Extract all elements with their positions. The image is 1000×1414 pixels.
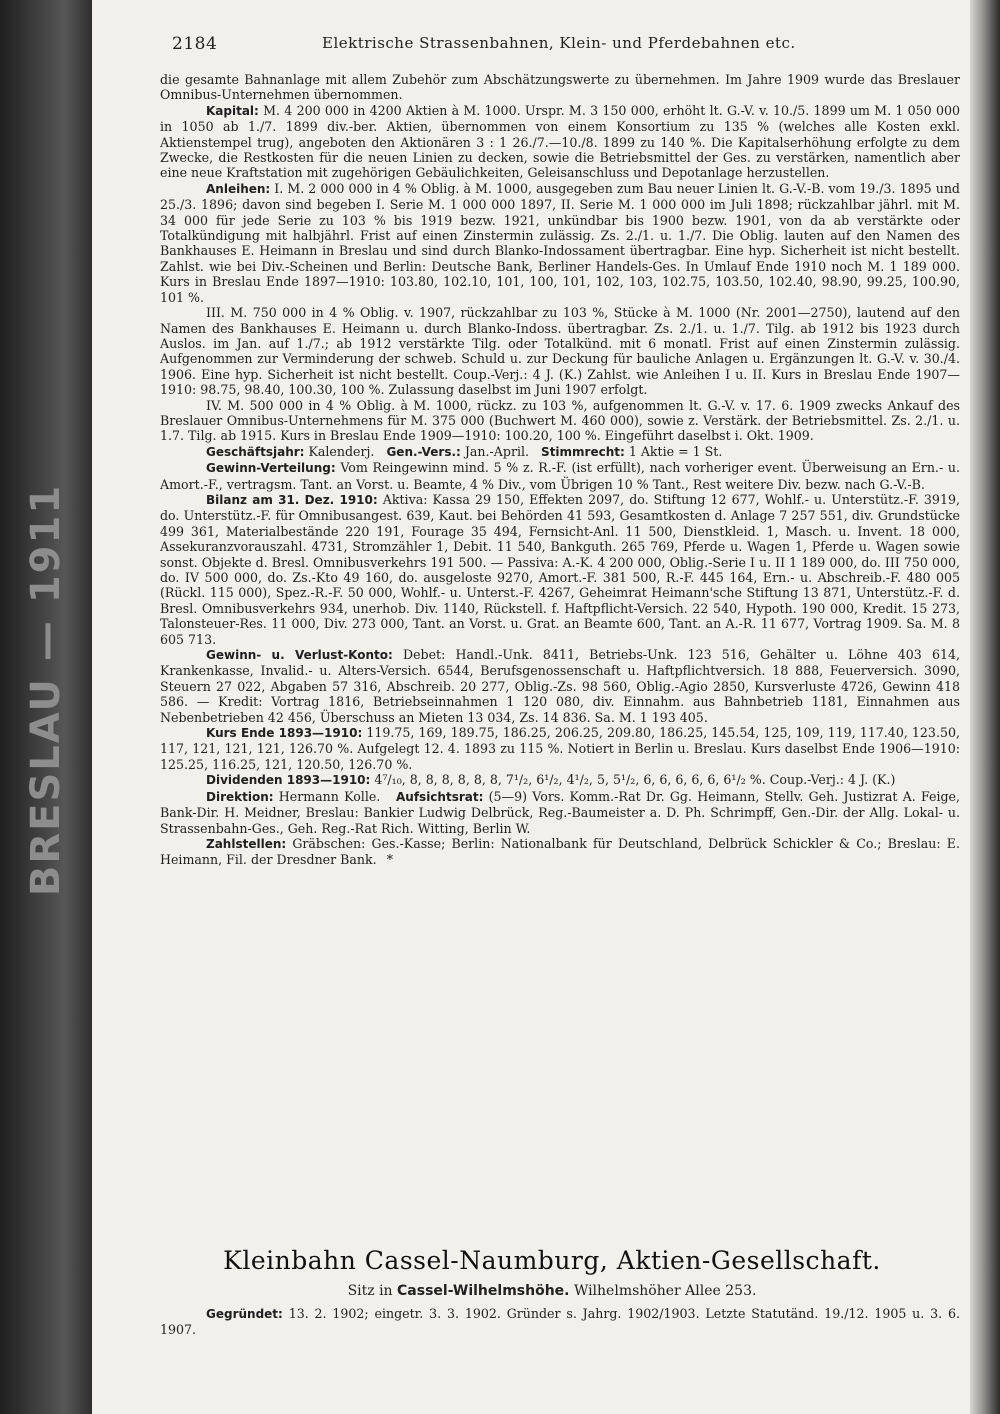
text-gen-vers: Jan.-April. [464,443,530,459]
text-dividenden: 4⁷/₁₀, 8, 8, 8, 8, 8, 8, 7¹/₂, 6¹/₂, 4¹/₂, 5, 5¹/₂, 6, 6, 6, 6, 6, 6¹/₂ %. Coup.-Verj.: 4 J. (K.) [374,772,896,788]
label-gewinn-verteilung: Gewinn-Verteilung: [206,461,336,476]
text-bilanz: Aktiva: Kassa 29 150, Effekten 2097, do. Stiftung 12 677, Wohlf.- u. Unterstütz.-F. 3919, do. Unterstütz.-F. für Omnibusangest. 639, Kaut. bei Behörden 41 593, Gesamtkosten d. Anlage 7 257 551, div. Grundstücke 499 361, Materialbestände 220 191, Fourage 35 494, Fernsicht-Anl. 11 500, Dienstkleid. 1, Masch. u. Invent. 18 000, Assekuranzvorauszahl. 4731, Stromzähler 1, Debit. 11 540, Bankguth. 265 769, Pferde u. Wagen 1, Pferde u. Wagen sowie sonst. Objekte d. Bresl. Omnibusverkehrs 191 500. — Passiva: A.-K. 4 200 000, Oblig.-Serie I u. II 1 189 000, do. III 750 000, do. IV 500 000, do. Zs.-Kto 49 160, do. ausgeloste 9270, Amort.-F. 381 500, R.-F. 445 164, Ern.- u. Abschreib.-F. 480 005 (Rückl. 115 000), Spez.-R.-F. 50 000, Wohlf.- u. Unterst.-F. 4267, Geheimrat Heimann'sche Stiftung 13 871, Unterstütz.-F. d. Bresl. Omnibusverkehrs 934, unerhob. Div. 1140, Rückstell. f. Haftpflicht-Versich. 22 540, Hypoth. 190 000, Kredit. 15 273, Talonsteuer-Res. 11 000, Div. 273 000, Tant. an Vorst. u. Grat. an Beamte 600, Tant. an A.-R. 11 677, Vortrag 1909. Sa. M. 8 605 713. [160,491,960,647]
text-direktion: Hermann Kolle. [278,788,381,804]
paragraph-zahlstellen [160,836,960,868]
paragraph-geschaeftsjahr [160,444,960,460]
paragraph-kapital [160,103,960,181]
paragraph-direktion [160,789,960,836]
spine-label: BRESLAU — 1911 [23,483,69,897]
label-bilanz: Bilanz am 31. Dez. 1910: [206,492,378,507]
paragraph-gewinn-verlust [160,647,960,725]
sitz-address: Wilhelmshöher Allee 253. [573,1283,757,1299]
sitz-place: Cassel-Wilhelmshöhe. [397,1283,570,1299]
paragraph-gegruendet [160,1306,960,1338]
section-title: Kleinbahn Cassel-Naumburg, Aktien-Gesellschaft. [223,1246,881,1275]
paragraph-kurs [160,725,960,772]
body-text [160,72,960,868]
paragraph-bilanz [160,492,960,647]
end-star: * [386,852,393,868]
label-kurs: Kurs Ende 1893—1910: [206,726,363,741]
label-aufsichtsrat: Aufsichtsrat: [396,789,484,804]
text-kapital: M. 4 200 000 in 4200 Aktien à M. 1000. Urspr. M. 3 150 000, erhöht lt. G.-V. v. 10./5. 1899 um M. 1 050 000 in 1050 ab 1./7. 1899 div.-ber. Aktien, übernommen von einem Konsortium zu 135 % (welches alle Kosten exkl. Aktienstempel trug), angeboten den Aktionären 3 : 1 26./7.—10./8. 1899 zu 140 %. Die Kapitalserhöhung erfolgte zu dem Zwecke, die Restkosten für die neuen Linien zu decken, sowie die Betriebsmittel der Ges. zu verstärken, namentlich aber eine neue Kraftstation mit zugehörigen Gebäulichkeiten, Geleisanschluss und Depotanlage herzustellen. [160,102,960,181]
document-page [92,0,970,1414]
label-direktion: Direktion: [206,789,274,804]
paragraph-dividenden [160,772,960,788]
page-edge-shadow [970,0,1000,1414]
label-dividenden: Dividenden 1893—1910: [206,773,371,788]
text-anleihen: I. M. 2 000 000 in 4 % Oblig. à M. 1000, ausgegeben zum Bau neuer Linien lt. G.-V.-B. vom 19./3. 1895 und 25./3. 1896; davon sind begeben I. Serie M. 1 000 000 1897, II. Serie M. 1 000 000 im Juli 1898; rückzahlbar jährl. mit M. 34 000 für jede Serie zu 103 % bis 1919 bezw. 1921, unkündbar bis 1900 bezw. 1901, von da ab verstärkte oder Totalkündigung mit halbjährl. Frist auf einen Zinstermin zulässig. Zs. 2./1. u. 1./7. Die Oblig. lauten auf den Namen des Bankhauses E. Heimann in Breslau und sind durch Blanko-Indossament übertragbar. Eine hyp. Sicherheit ist nicht bestellt. Zahlst. wie bei Div.-Scheinen und Berlin: Deutsche Bank, Berliner Handels-Ges. In Umlauf Ende 1910 noch M. 1 189 000. Kurs in Breslau Ende 1897—1910: 103.80, 102.10, 101, 100, 101, 102, 103, 102.75, 103.50, 102.40, 98.90, 99.25, 100.90, 101 %. [160,180,960,305]
paragraph-anleihe-iii: III. M. 750 000 in 4 % Oblig. v. 1907, rückzahlbar zu 103 %, Stücke à M. 1000 (Nr. 2001—2750), lautend auf den Namen des Bankhauses E. Heimann u. durch Blanko-Indoss. übertragbar. Zs. 2./1. u. 1./7. Tilg. ab 1912 bis 1923 durch Auslos. im Jan. auf 1./7.; ab 1912 verstärkte Tilg. oder Totalkünd. mit 6 monatl. Frist auf einen Zinstermin zulässig. Aufgenommen zur Verminderung der schweb. Schuld u. zur Deckung für bauliche Anlagen u. Ergänzungen lt. G.-V. v. 30./4. 1906. Eine hyp. Sicherheit ist nicht bestellt. Coup.-Verj.: 4 J. (K.) Zahlst. wie Anleihen I u. II. Kurs in Breslau Ende 1907—1910: 98.75, 98.40, 100.30, 100 %. Zulassung daselbst im Juni 1907 erfolgt. [160,305,960,398]
label-gen-vers: Gen.-Vers.: [386,444,461,459]
page-number: 2184 [172,34,218,54]
label-gegruendet: Gegründet: [206,1307,283,1321]
text-gegruendet: 13. 2. 1902; eingetr. 3. 3. 1902. Gründer s. Jahrg. 1902/1903. Letzte Statutänd. 19./12. 1905 u. 3. 6. 1907. [160,1306,960,1338]
paragraph-gewinn-verteilung [160,460,960,492]
label-geschaeftsjahr: Geschäftsjahr: [206,444,305,459]
label-gewinn-verlust: Gewinn- u. Verlust-Konto: [206,648,393,663]
paragraph-anleihe-iv: IV. M. 500 000 in 4 % Oblig. à M. 1000, rückz. zu 103 %, aufgenommen lt. G.-V. v. 17. 6. 1909 zwecks Ankauf des Breslauer Omnibus-Unternehmens für M. 375 000 (Buchwert M. 460 000), sowie z. Verstärk. der Betriebsmittel. Zs. 2./1. u. 1.7. Tilg. ab 1915. Kurs in Breslau Ende 1909—1910: 100.20, 100 %. Eingeführt daselbst i. Okt. 1909. [160,397,960,444]
paragraph-anleihen [160,181,960,305]
text-aufsichtsrat: (5—9) Vors. Komm.-Rat Dr. Gg. Heimann, Stellv. Geh. Justizrat A. Feige, Bank-Dir. H. Meidner, Breslau: Bankier Ludwig Delbrück, Reg.-Baumeister a. D. Ph. Schrimpff, Gen.-Dir. der Allg. Lokal- u. Strassenbahn-Ges., Geh. Reg.-Rat Rich. Witting, Berlin W. [160,788,961,836]
sitz-prefix: Sitz in [347,1283,393,1299]
label-stimmrecht: Stimmrecht: [541,444,625,459]
text-gewinn-verlust: Debet: Handl.-Unk. 8411, Betriebs-Unk. 123 516, Gehälter u. Löhne 403 614, Krankenkasse, Invalid.- u. Alters-Versich. 6544, Berufsgenossenschaft u. Haftpflichtversich. 18 888, Feuerversich. 3090, Steuern 27 022, Abgaben 57 316, Abschreib. 20 277, Oblig.-Zs. 98 560, Oblig.-Agio 2850, Kursverluste 4726, Gewinn 418 586. — Kredit: Vortrag 1816, Betriebseinnahmen 1 120 080, div. Einnahm. aus Bahnbetrieb 1181, Einnahmen aus Nebenbetrieben 42 456, Überschuss an Mieten 13 034, Zs. 14 836. Sa. M. 1 193 405. [160,647,960,725]
section-body [160,1306,960,1338]
section-subtitle [152,1283,952,1299]
label-anleihen: Anleihen: [206,181,271,196]
text-kurs: 119.75, 169, 189.75, 186.25, 206.25, 209.80, 186.25, 145.54, 125, 109, 119, 117.40, 123.50, 117, 121, 121, 121, 126.70 %. Aufgelegt 12. 4. 1893 zu 115 %. Notiert in Berlin u. Breslau. Kurs daselbst Ende 1906—1910: 125.25, 116.25, 121, 120.50, 126.70 %. [160,725,960,772]
book-spine [0,0,92,1414]
page-header [172,34,952,58]
running-title: Elektrische Strassenbahnen, Klein- und Pferdebahnen etc. [322,34,796,52]
text-gewinn-verteilung: Vom Reingewinn mind. 5 % z. R.-F. (ist erfüllt), nach vorheriger event. Überweisung an Ern.- u. Amort.-F., vertragsm. Tant. an Vorst. u. Beamte, 4 % Div., vom Übrigen 10 % Tant., Rest weitere Div. bezw. nach G.-V.-B. [160,460,960,492]
paragraph-intro: die gesamte Bahnanlage mit allem Zubehör zum Abschätzungswerte zu übernehmen. Im Jahre 1909 wurde das Breslauer Omnibus-Unternehmen übernommen. [160,72,960,103]
label-zahlstellen: Zahlstellen: [206,836,287,851]
text-geschaeftsjahr: Kalenderj. [308,443,375,459]
text-zahlstellen: Gräbschen: Ges.-Kasse; Berlin: Nationalbank für Deutschland, Delbrück Schickler & Co.; Breslau: E. Heimann, Fil. der Dresdner Bank. [160,835,960,868]
text-stimmrecht: 1 Aktie = 1 St. [628,443,723,459]
label-kapital: Kapital: [206,103,259,118]
